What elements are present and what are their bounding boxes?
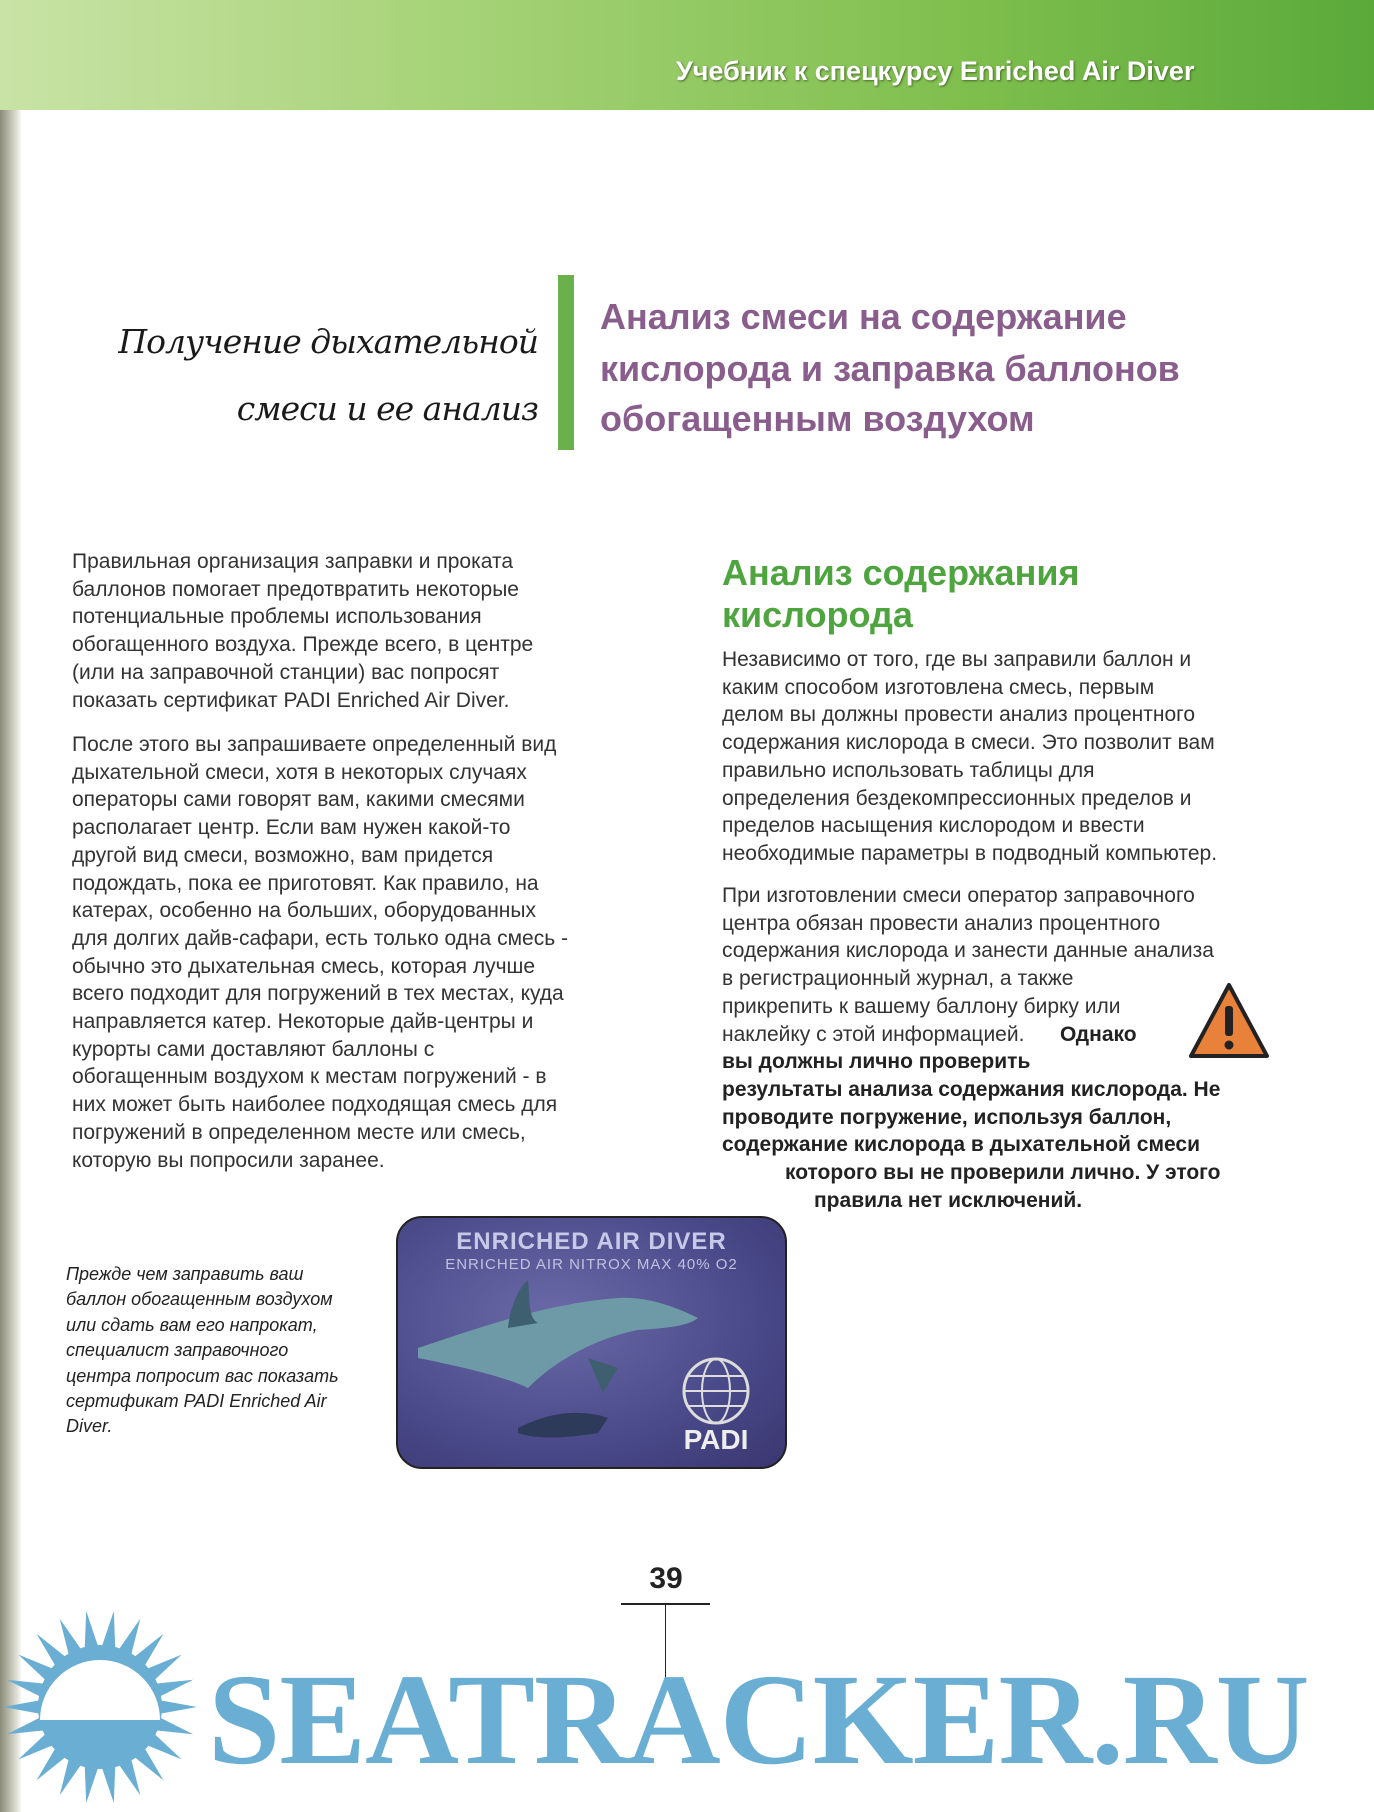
running-header-title: Учебник к спецкурсу Enriched Air Diver [676, 56, 1195, 86]
text-line: показать сертификат PADI Enriched Air Diver. [72, 688, 510, 712]
card-title: ENRICHED AIR DIVER [456, 1228, 727, 1255]
book-spine-shadow [0, 0, 22, 1812]
text-line: наклейку с этой информацией. [722, 1022, 1025, 1046]
bold-inline-text: Однако [1060, 1022, 1137, 1046]
chapter-script-title-line-1: Получение дыхательной [118, 322, 538, 361]
text-line: правильно использовать таблицы для [722, 758, 1095, 782]
text-line: в регистрационный журнал, а также [722, 967, 1074, 991]
chapter-script-title-line-2: смеси и ее анализ [236, 389, 538, 428]
text-line: После этого вы запрашиваете определенный вид [72, 733, 557, 756]
bold-text-line: проводите погружение, используя баллон, [722, 1105, 1172, 1129]
text-line: направляется катер. Некоторые дайв-центры и [72, 1010, 534, 1033]
section-title-line-1: Анализ смеси на содержание [600, 296, 1127, 337]
text-line: потенциальные проблемы использования [72, 605, 482, 629]
text-line: катерах, особенно на больших, оборудованных [72, 899, 536, 923]
text-line: Правильная организация заправки и проката [72, 550, 514, 573]
text-line: Независимо от того, где вы заправили баллон и [722, 648, 1192, 671]
text-line: центра обязан провести анализ процентного [722, 911, 1161, 935]
bold-text-line: вы должны лично проверить [722, 1050, 1031, 1074]
section-title-line-3: обогащенным воздухом [600, 398, 1035, 439]
bold-text-line: правила нет исключений. [814, 1188, 1083, 1212]
text-line: Прежде чем заправить ваш [66, 1264, 304, 1284]
text-line: или сдать вам его напрокат, [66, 1314, 318, 1335]
text-line: баллон обогащенным воздухом [66, 1289, 333, 1310]
text-line: обогащенного воздуха. Прежде всего, в центре [72, 633, 534, 657]
text-line: располагает центр. Если вам нужен какой-то [72, 816, 511, 840]
text-line: содержания кислорода в смеси. Это позволит вам [722, 731, 1215, 755]
watermark-text: SEATRACKER.RU [208, 1648, 1309, 1792]
page-number: 39 [649, 1562, 683, 1595]
bold-text-line: результаты анализа содержания кислорода. Не [722, 1077, 1221, 1101]
padi-logo-text: PADI [683, 1424, 749, 1455]
text-line: для долгих дайв-сафари, есть только одна смесь - [72, 926, 568, 950]
text-line: содержания кислорода и занести данные анализа [722, 939, 1214, 963]
text-line: определения бездекомпрессионных пределов и [722, 786, 1192, 810]
text-line: (или на заправочной станции) вас попросят [72, 660, 500, 684]
text-line: прикрепить к вашему баллону бирку или [722, 994, 1121, 1018]
bold-text-line: содержание кислорода в дыхательной смеси [722, 1133, 1200, 1157]
title-divider-bar [558, 275, 574, 450]
text-line: каким способом изготовлена смесь, первым [722, 675, 1155, 699]
text-line: необходимые параметры в подводный компьютер. [722, 841, 1218, 865]
text-line: пределов насыщения кислородом и ввести [722, 814, 1145, 838]
section-title-line-2: кислорода и заправка баллонов [600, 348, 1180, 389]
text-line: дыхательной смеси, хотя в некоторых случаях [72, 760, 527, 784]
text-line: баллонов помогает предотвратить некоторые [72, 577, 519, 601]
text-line: которую вы попросили заранее. [72, 1148, 385, 1172]
text-line: подождать, пока ее приготовят. Как правило, на [72, 871, 539, 895]
header-band [0, 0, 1374, 110]
text-line: обычно это дыхательная смесь, которая лучше [72, 954, 536, 978]
text-line: сертификат PADI Enriched Air [66, 1391, 327, 1411]
sun-logo-icon [0, 1610, 200, 1805]
right-heading-line-1: Анализ содержания [722, 552, 1080, 593]
text-line: всего подходит для погружений в тех местах, куда [72, 982, 564, 1006]
text-line: делом вы должны провести анализ процентного [722, 703, 1196, 727]
card-subtitle: ENRICHED AIR NITROX MAX 40% O2 [445, 1256, 738, 1273]
right-heading-line-2: кислорода [722, 594, 913, 635]
certification-card-image [396, 1216, 787, 1469]
padi-globe-icon [681, 1356, 751, 1426]
warning-triangle-icon [1188, 982, 1270, 1060]
text-line: другой вид смеси, возможно, вам придется [72, 843, 494, 867]
text-line: специалист заправочного [66, 1340, 289, 1361]
text-line: центра попросит вас показать [66, 1365, 339, 1386]
text-line: При изготовлении смеси оператор заправочного [722, 884, 1195, 907]
text-line: курорты сами доставляют баллоны с [72, 1037, 435, 1061]
bold-text-line: которого вы не проверили лично. У этого [785, 1161, 1221, 1184]
text-line: операторы сами говорят вам, какими смесями [72, 788, 525, 812]
text-line: них может быть наиболее подходящая смесь для [72, 1093, 558, 1117]
text-line: Diver. [66, 1416, 113, 1437]
text-line: погружений в определенном месте или смесь, [72, 1120, 526, 1144]
text-line: обогащенным воздухом к местам погружений - в [72, 1065, 547, 1089]
